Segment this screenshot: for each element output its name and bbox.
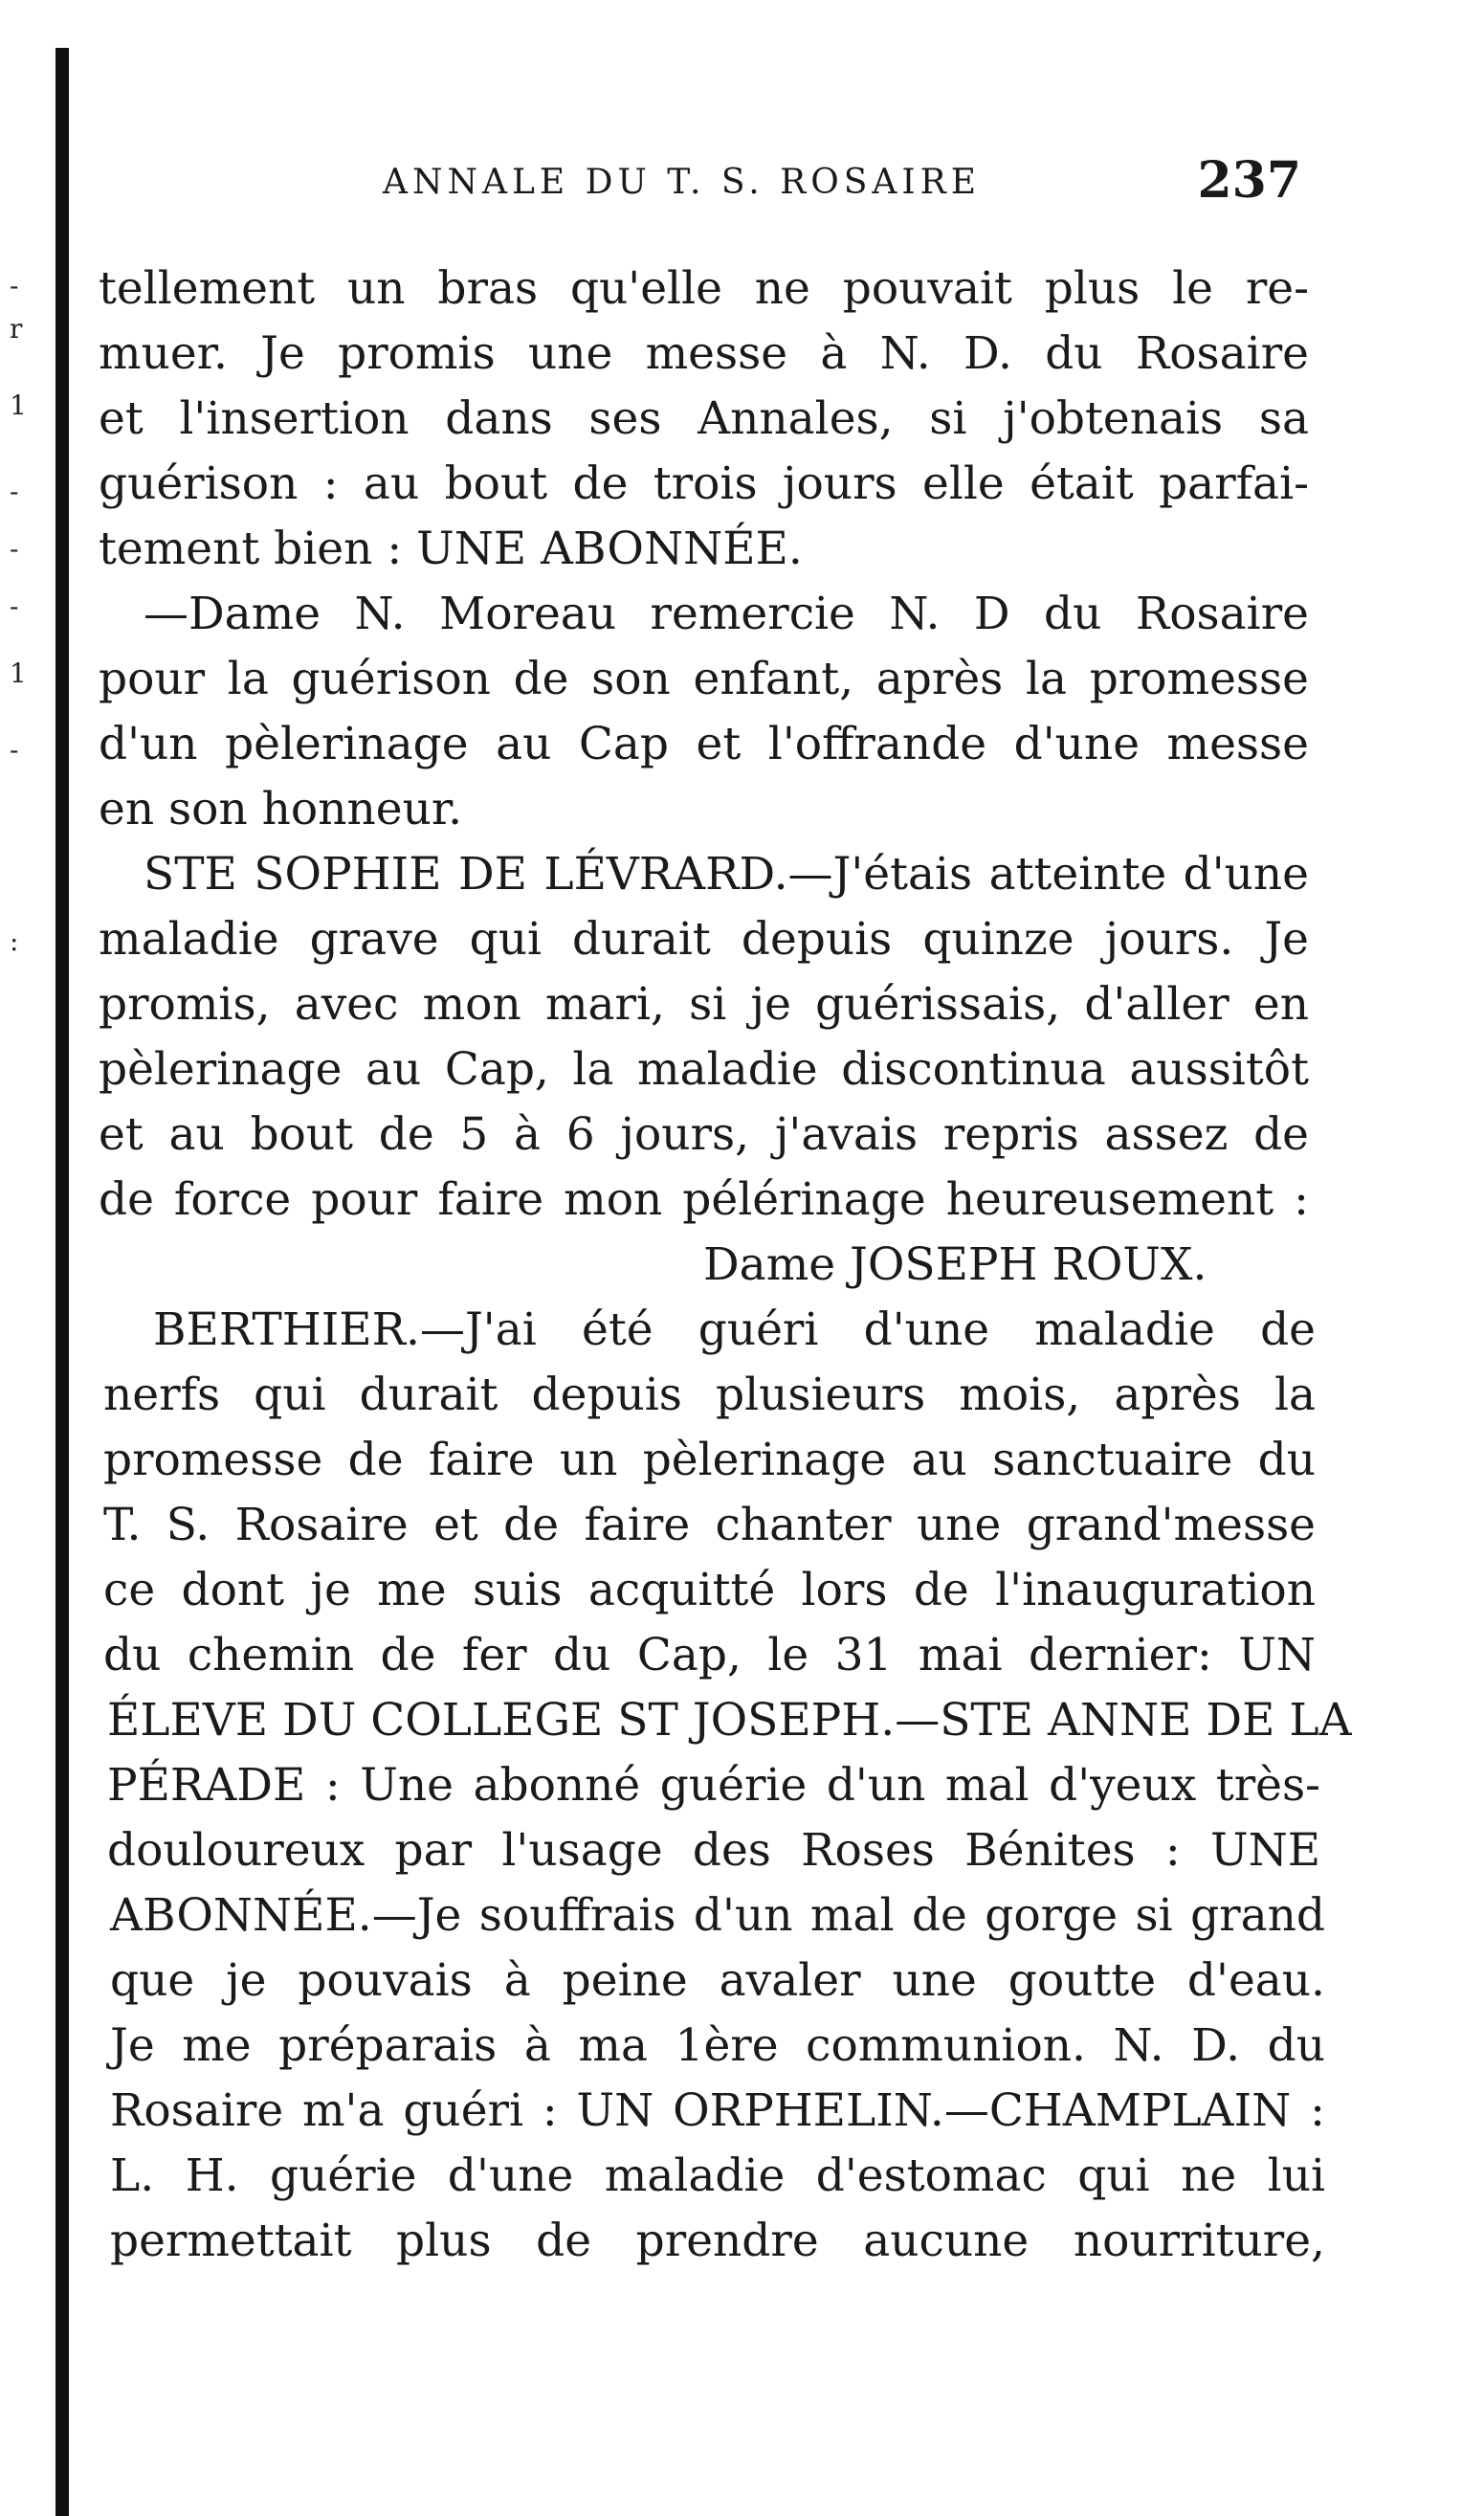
margin-mark: 1 <box>10 657 27 689</box>
text-line: du chemin de fer du Cap, le 31 mai dernier: UN <box>103 1629 1316 1681</box>
margin-mark: r <box>10 313 23 345</box>
text-line: ÉLEVE DU COLLEGE ST JOSEPH.—STE ANNE DE LA <box>107 1694 1352 1747</box>
text-line: Je me préparais à ma 1ère communion. N. D. du <box>110 2019 1325 2072</box>
text-line: maladie grave qui durait depuis quinze jours. Je <box>99 913 1309 966</box>
text-line: et au bout de 5 à 6 jours, j'avais repris assez de <box>99 1108 1309 1161</box>
text-line: Rosaire m'a guéri : UN ORPHELIN.—CHAMPLAIN : <box>110 2084 1325 2137</box>
text-line: STE SOPHIE DE LÉVRARD.—J'étais atteinte d'une <box>144 848 1309 901</box>
page-header <box>383 144 1301 211</box>
margin-mark: : <box>10 925 19 957</box>
text-line: permettait plus de prendre aucune nourriture, <box>110 2215 1325 2267</box>
text-line: tement bien : UNE ABONNÉE. <box>99 523 803 575</box>
text-line: en son honneur. <box>99 783 463 835</box>
text-line: pour la guérison de son enfant, après la promesse <box>99 653 1309 705</box>
text-line: que je pouvais à peine avaler une goutte d'eau. <box>110 1954 1325 2007</box>
page-number: 237 <box>1197 151 1301 210</box>
text-line: —Dame N. Moreau remercie N. D du Rosaire <box>144 588 1309 640</box>
margin-mark: - <box>10 734 19 766</box>
text-line: Dame JOSEPH ROUX. <box>703 1238 1207 1291</box>
text-line: promesse de faire un pèlerinage au sanctuaire du <box>103 1434 1316 1486</box>
text-line: pèlerinage au Cap, la maladie discontinua aussitôt <box>99 1043 1309 1096</box>
margin-mark: - <box>10 476 19 507</box>
text-line: guérison : au bout de trois jours elle était parfai- <box>99 457 1309 510</box>
margin-mark: - <box>10 533 19 565</box>
text-line: d'un pèlerinage au Cap et l'offrande d'une messe <box>99 718 1309 770</box>
text-line: L. H. guérie d'une maladie d'estomac qui ne lui <box>110 2149 1325 2202</box>
text-line: ABONNÉE.—Je souffrais d'un mal de gorge si grand <box>110 1889 1325 1942</box>
text-line: ce dont je me suis acquitté lors de l'inauguration <box>103 1564 1316 1616</box>
margin-mark: - <box>10 590 19 622</box>
text-line: T. S. Rosaire et de faire chanter une grand'messe <box>103 1499 1316 1551</box>
text-line: douloureux par l'usage des Roses Bénites : UNE <box>107 1824 1320 1877</box>
text-line: de force pour faire mon pélérinage heureusement : <box>99 1173 1309 1226</box>
text-line: muer. Je promis une messe à N. D. du Rosaire <box>99 327 1309 380</box>
margin-mark: 1 <box>10 390 27 421</box>
text-line: BERTHIER.—J'ai été guéri d'une maladie de <box>153 1303 1316 1356</box>
running-title: ANNALE DU T. S. ROSAIRE <box>383 163 982 202</box>
text-line: tellement un bras qu'elle ne pouvait plus le re- <box>99 262 1309 315</box>
page-binding-edge <box>55 48 69 2516</box>
text-line: PÉRADE : Une abonné guérie d'un mal d'yeux très- <box>107 1759 1320 1812</box>
text-line: et l'insertion dans ses Annales, si j'obtenais sa <box>99 392 1309 445</box>
text-line: promis, avec mon mari, si je guérissais, d'aller en <box>99 978 1309 1031</box>
margin-mark: - <box>10 270 19 301</box>
text-line: nerfs qui durait depuis plusieurs mois, après la <box>103 1369 1316 1421</box>
